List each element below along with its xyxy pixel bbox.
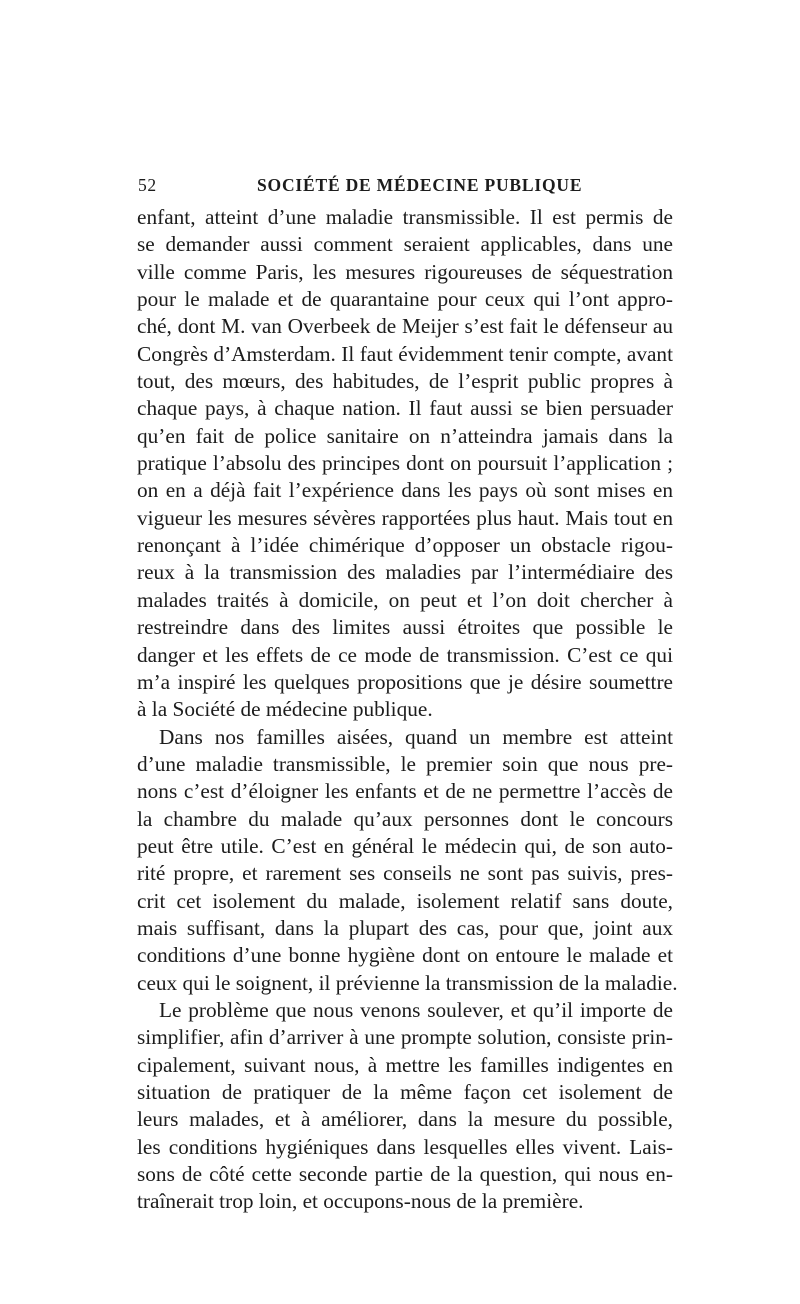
text-line: Congrès d’Amsterdam. Il faut évidemment tenir compte, avant <box>137 341 673 366</box>
paragraph-end-line: à la Société de médecine publique. <box>137 697 433 722</box>
body-text <box>137 204 678 1216</box>
text-line: les conditions hygiéniques dans lesquelles elles vivent. Lais- <box>137 1134 673 1159</box>
text-line: mais suffisant, dans la plupart des cas, pour que, joint aux <box>137 915 673 940</box>
text-line: ville comme Paris, les mesures rigoureuses de séquestration <box>137 259 673 284</box>
text-line: pratique l’absolu des principes dont on poursuit l’application ; <box>137 451 673 476</box>
text-line: leurs malades, et à améliorer, dans la mesure du possible, <box>137 1107 673 1132</box>
text-line: rité propre, et rarement ses conseils ne sont pas suivis, pres- <box>137 861 673 886</box>
text-line: d’une maladie transmissible, le premier soin que nous pre- <box>137 751 673 776</box>
text-line: danger et les effets de ce mode de transmission. C’est ce qui <box>137 642 673 667</box>
text-line: situation de pratiquer de la même façon cet isolement de <box>137 1080 673 1104</box>
text-line: nons c’est d’éloigner les enfants et de ne permettre l’accès de <box>137 779 673 804</box>
text-line: ché, dont M. van Overbeek de Meijer s’est fait le défenseur au <box>137 314 673 339</box>
text-line: reux à la transmission des maladies par l’intermédiaire des <box>137 560 673 585</box>
page-header <box>138 175 672 201</box>
text-line: peut être utile. C’est en général le médecin qui, de son auto- <box>137 833 673 858</box>
text-line: chaque pays, à chaque nation. Il faut aussi se bien persuader <box>137 396 673 421</box>
text-line: vigueur les mesures sévères rapportées plus haut. Mais tout en <box>137 505 673 530</box>
text-line: cipalement, suivant nous, à mettre les familles indigentes en <box>137 1052 673 1077</box>
text-line: restreindre dans des limites aussi étroites que possible le <box>137 615 673 640</box>
text-line: m’a inspiré les quelques propositions que je désire soumettre <box>137 669 673 694</box>
text-line: la chambre du malade qu’aux personnes dont le concours <box>137 806 673 831</box>
running-head: SOCIÉTÉ DE MÉDECINE PUBLIQUE <box>257 175 583 195</box>
page-number: 52 <box>138 175 157 195</box>
paragraph-start-line: Le problème que nous venons soulever, et qu’il importe de <box>159 997 673 1022</box>
text-line: pour le malade et de quarantaine pour ceux qui l’ont appro- <box>137 287 673 312</box>
text-line: malades traités à domicile, on peut et l’on doit chercher à <box>137 587 673 612</box>
text-line: crit cet isolement du malade, isolement relatif sans doute, <box>137 888 673 913</box>
text-line: sons de côté cette seconde partie de la question, qui nous en- <box>137 1162 673 1187</box>
text-line: tout, des mœurs, des habitudes, de l’esprit public propres à <box>137 369 673 394</box>
text-line: qu’en fait de police sanitaire on n’atteindra jamais dans la <box>137 423 673 448</box>
text-line: se demander aussi comment seraient applicables, dans une <box>137 232 673 257</box>
text-line: simplifier, afin d’arriver à une prompte solution, consiste prin- <box>137 1025 673 1050</box>
paragraph-end-line: ceux qui le soignent, il prévienne la transmission de la maladie. <box>137 970 678 995</box>
text-line: conditions d’une bonne hygiène dont on entoure le malade et <box>137 943 673 968</box>
text-line: on en a déjà fait l’expérience dans les pays où sont mises en <box>137 478 673 503</box>
paragraph-end-line: traînerait trop loin, et occupons-nous de la première. <box>137 1189 584 1214</box>
text-line: renonçant à l’idée chimérique d’opposer un obstacle rigou- <box>137 533 673 558</box>
paragraph-start-line: Dans nos familles aisées, quand un membre est atteint <box>159 724 673 749</box>
text-line: enfant, atteint d’une maladie transmissible. Il est permis de <box>137 205 673 229</box>
